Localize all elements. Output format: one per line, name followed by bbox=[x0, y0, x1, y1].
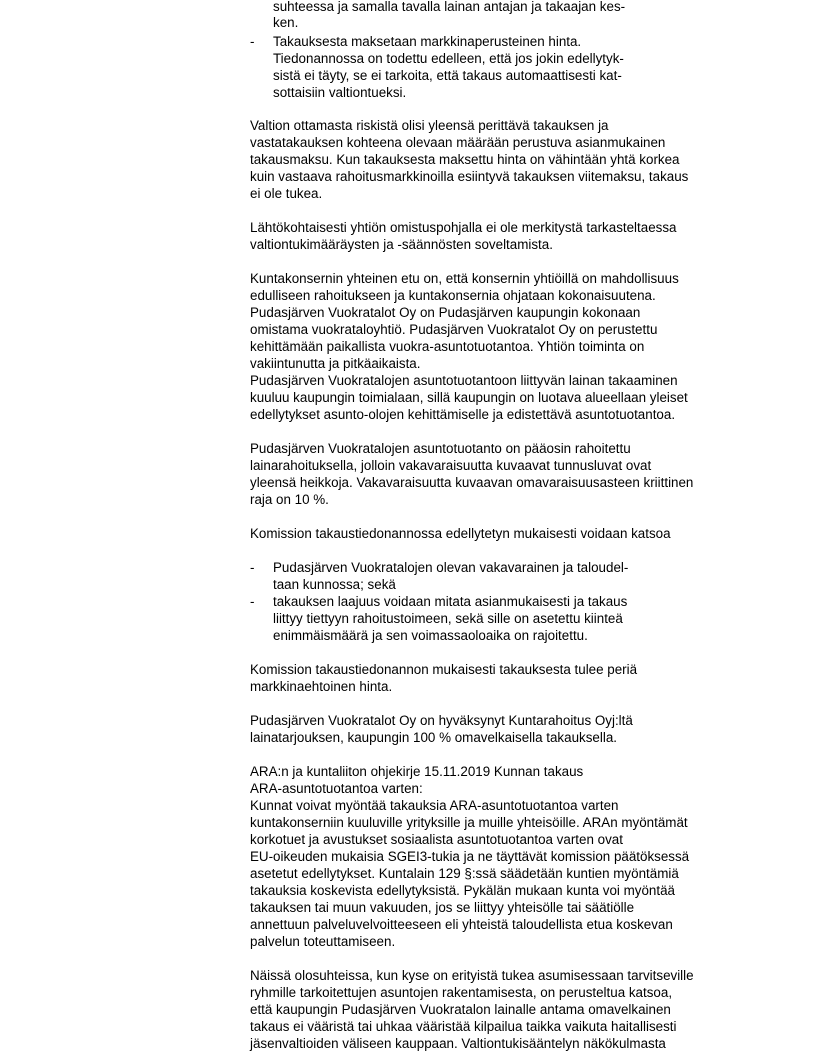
list-dash: - bbox=[250, 594, 255, 609]
text-line: vakiintunutta ja pitkäaikaista. bbox=[250, 356, 421, 371]
text-line: Pudasjärven Vuokratalot Oy on Pudasjärven kaupungin kokonaan bbox=[250, 305, 641, 320]
text-line: suhteessa ja samalla tavalla lainan antajan ja takaajan kes- bbox=[273, 0, 626, 14]
text-line: Kuntakonsernin yhteinen etu on, että konsernin yhtiöillä on mahdollisuus bbox=[250, 271, 679, 286]
text-line: ARA-asuntotuotantoa varten: bbox=[250, 781, 423, 796]
text-line: sottaisiin valtiontueksi. bbox=[273, 85, 407, 100]
text-line: kehittämään paikallista vuokra-asuntotuotantoa. Yhtiön toiminta on bbox=[250, 339, 645, 354]
text-line: asetetut edellytykset. Kuntalain 129 §:ssä säädetään kuntien myöntämiä bbox=[250, 866, 679, 881]
text-line: takauksen laajuus voidaan mitata asianmukaisesti ja takaus bbox=[273, 594, 628, 609]
text-line: Valtion ottamasta riskistä olisi yleensä perittävä takauksen ja bbox=[250, 118, 609, 133]
text-line: edellytykset asunto-olojen kehittämiselle ja edistettävä asuntotuotantoa. bbox=[250, 407, 676, 422]
text-line: lainarahoituksella, jolloin vakavaraisuutta kuvaavat tunnusluvat ovat bbox=[250, 458, 652, 473]
text-line: Pudasjärven Vuokratalojen asuntotuotanto on pääosin rahoitettu bbox=[250, 441, 631, 456]
text-line: kuin vastaava rahoitusmarkkinoilla esiintyvä takauksen viitemaksu, takaus bbox=[250, 169, 689, 184]
text-line: ken. bbox=[273, 15, 299, 30]
text-line: Komission takaustiedonannossa edellytetyn mukaisesti voidaan katsoa bbox=[250, 526, 671, 541]
text-line: ryhmille tarkoitettujen asuntojen rakentamisesta, on perusteltua katsoa, bbox=[250, 985, 673, 1000]
text-line: takausmaksu. Kun takauksesta maksettu hinta on vähintään yhtä korkea bbox=[250, 152, 680, 167]
text-line: Takauksesta maksetaan markkinaperusteinen hinta. bbox=[273, 34, 582, 49]
text-line: markkinaehtoinen hinta. bbox=[250, 679, 393, 694]
text-line: raja on 10 %. bbox=[250, 492, 329, 507]
text-line: annettuun palveluvelvoitteeseen eli yhteistä taloudellista etua koskevan bbox=[250, 917, 673, 932]
text-line: Lähtökohtaisesti yhtiön omistuspohjalla ei ole merkitystä tarkasteltaessa bbox=[250, 220, 677, 235]
text-line: ei ole tukea. bbox=[250, 186, 323, 201]
text-line: palvelun toteuttamiseen. bbox=[250, 934, 396, 949]
text-line: kuuluu kaupungin toimialaan, sillä kaupungin on luotava alueellaan yleiset bbox=[250, 390, 688, 405]
text-line: takauksia koskevista edellytyksistä. Pykälän mukaan kunta voi myöntää bbox=[250, 883, 675, 898]
text-line: Näissä olosuhteissa, kun kyse on erityistä tukea asumisessaan tarvitseville bbox=[250, 968, 694, 983]
text-line: omistama vuokrataloyhtiö. Pudasjärven Vuokratalot Oy on perustettu bbox=[250, 322, 658, 337]
text-line: Pudasjärven Vuokratalojen asuntotuotantoon liittyvän lainan takaaminen bbox=[250, 373, 678, 388]
text-line: vastatakauksen kohteena olevaan määrään perustuva asianmukainen bbox=[250, 135, 666, 150]
list-dash: - bbox=[250, 34, 255, 49]
text-line: takauksen tai muun vakuuden, jos se liittyy yhteisölle tai säätiölle bbox=[250, 900, 635, 915]
text-line: Pudasjärven Vuokratalojen olevan vakavarainen ja taloudel- bbox=[273, 560, 629, 575]
text-line: lainatarjouksen, kaupungin 100 % omavelkaisella takauksella. bbox=[250, 730, 617, 745]
text-line: Pudasjärven Vuokratalot Oy on hyväksynyt Kuntarahoitus Oyj:ltä bbox=[250, 713, 633, 728]
text-line: että kaupungin Pudasjärven Vuokratalon lainalle antama omavelkainen bbox=[250, 1002, 671, 1017]
text-line: taan kunnossa; sekä bbox=[273, 577, 396, 592]
text-line: takaus ei vääristä tai uhkaa vääristää kilpailua taikka vaikuta haitallisesti bbox=[250, 1019, 677, 1034]
text-line: kuntakonserniin kuuluville yrityksille ja muille yhteisöille. ARAn myöntämät bbox=[250, 815, 688, 830]
text-line: enimmäismäärä ja sen voimassaoloaika on rajoitettu. bbox=[273, 628, 588, 643]
text-line: Tiedonannossa on todettu edelleen, että jos jokin edellytyk- bbox=[273, 51, 624, 66]
text-line: liittyy tiettyyn rahoitustoimeen, sekä sille on asetettu kiinteä bbox=[273, 611, 623, 626]
text-line: Kunnat voivat myöntää takauksia ARA-asuntotuotantoa varten bbox=[250, 798, 619, 813]
text-line: Komission takaustiedonannon mukaisesti takauksesta tulee periä bbox=[250, 662, 638, 677]
text-line: korkotuet ja avustukset sosiaalista asuntotuotantoa varten ovat bbox=[250, 832, 623, 847]
text-line: EU-oikeuden mukaisia SGEI3-tukia ja ne täyttävät komission päätöksessä bbox=[250, 849, 690, 864]
text-line: ARA:n ja kuntaliiton ohjekirje 15.11.2019 Kunnan takaus bbox=[250, 764, 584, 779]
list-dash: - bbox=[250, 560, 255, 575]
text-line: yleensä heikkoja. Vakavaraisuutta kuvaavan omavaraisuusasteen kriittinen bbox=[250, 475, 694, 490]
text-line: edulliseen rahoitukseen ja kuntakonsernia ohjataan kokonaisuutena. bbox=[250, 288, 656, 303]
text-line: valtiontukimääräysten ja -säännösten soveltamista. bbox=[250, 237, 553, 252]
text-line: jäsenvaltioiden väliseen kauppaan. Valtiontukisääntelyn näkökulmasta bbox=[250, 1036, 666, 1051]
text-line: sistä ei täyty, se ei tarkoita, että takaus automaattisesti kat- bbox=[273, 68, 622, 83]
